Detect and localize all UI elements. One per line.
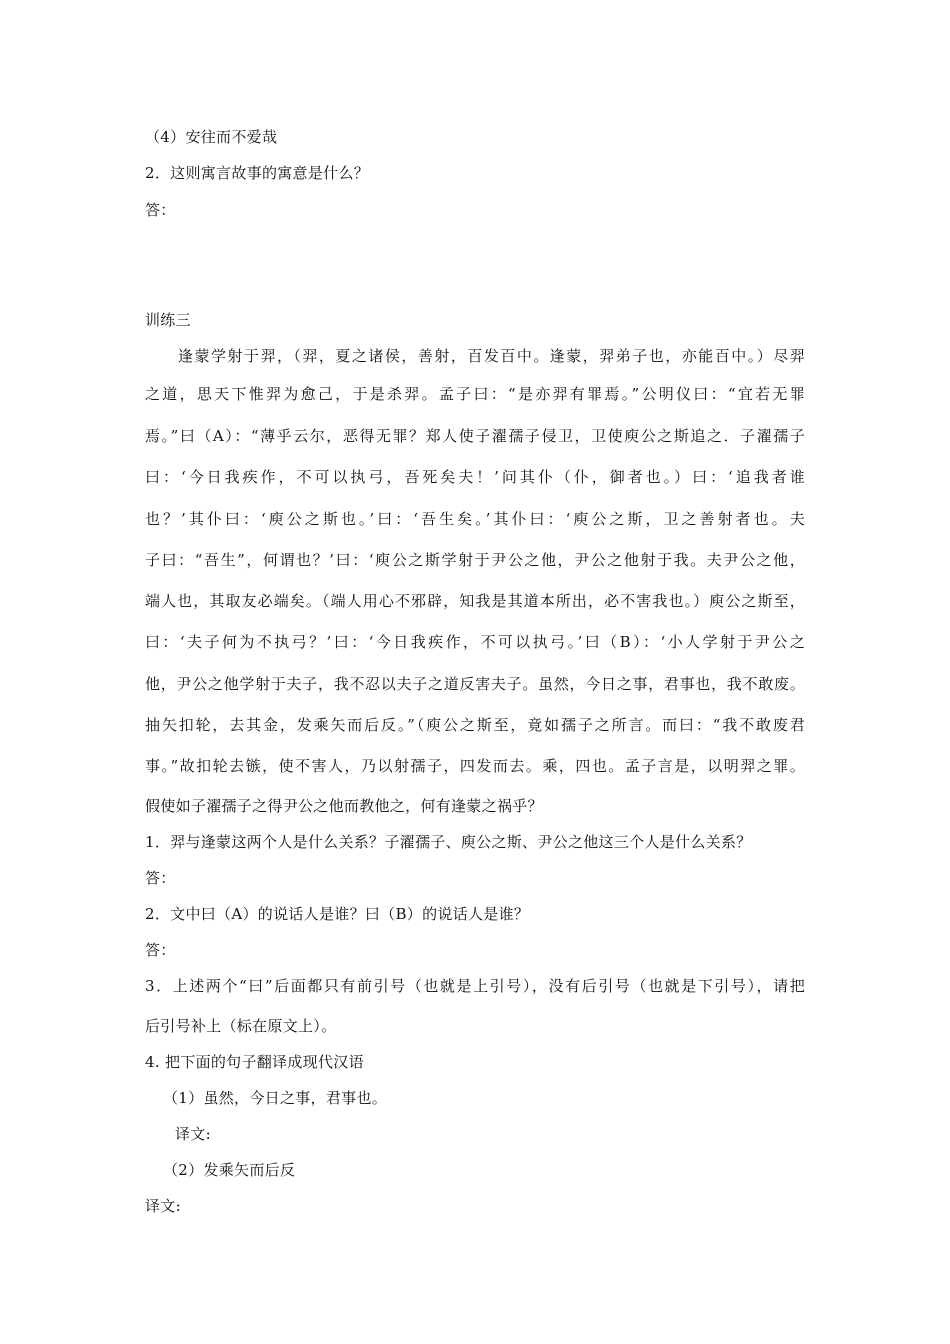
passage-line: 曰：‘今日我疾作，不可以执弓，吾死矣夫！’问其仆（仆，御者也。）曰：‘追我者谁 bbox=[145, 468, 805, 486]
passage-line: 曰：‘夫子何为不执弓？’曰：‘今日我疾作，不可以执弓。’曰（B）：‘小人学射于尹公之 bbox=[145, 633, 805, 651]
passage-line: 端人也，其取友必端矣。（端人用心不邪辟，知我是其道本所出，必不害我也。）庾公之斯至， bbox=[145, 592, 805, 610]
question-3-line-2: 后引号补上（标在原文上）。 bbox=[145, 1017, 337, 1035]
prev-question-2: 2．这则寓言故事的寓意是什么？ bbox=[145, 164, 370, 182]
prev-answer-label: 答： bbox=[145, 201, 176, 219]
sub-question-2-translation-label: 译文: bbox=[145, 1197, 181, 1215]
passage-line: 子曰：“吾生”，何谓也？’曰：‘庾公之斯学射于尹公之他，尹公之他射于我。夫尹公之他， bbox=[145, 551, 805, 569]
sub-question-1-translation-label: 译文: bbox=[175, 1125, 211, 1143]
sub-question-2: （2）发乘矢而后反 bbox=[163, 1161, 296, 1179]
question-2: 2．文中曰（A）的说话人是谁？曰（B）的说话人是谁？ bbox=[145, 905, 530, 923]
passage-line: 抽矢扣轮，去其金，发乘矢而后反。”（庾公之斯至，竟如孺子之所言。而曰：“我不敢废君 bbox=[145, 716, 805, 734]
question-3-line-1: 3．上述两个“曰”后面都只有前引号（也就是上引号），没有后引号（也就是下引号），请把 bbox=[145, 977, 805, 995]
passage-line: 之道，思天下惟羿为愈己，于是杀羿。孟子曰：“是亦羿有罪焉。”公明仪曰：“宜若无罪 bbox=[145, 385, 805, 403]
passage-line: 也？’其仆曰：‘庾公之斯也。’曰：‘吾生矣。’其仆曰：‘庾公之斯，卫之善射者也。夫 bbox=[145, 510, 805, 528]
question-1: 1．羿与逢蒙这两个人是什么关系？子濯孺子、庾公之斯、尹公之他这三个人是什么关系？ bbox=[145, 833, 752, 851]
answer-2-label: 答： bbox=[145, 941, 176, 959]
section-title: 训练三 bbox=[145, 311, 191, 329]
prev-item-4: （4）安往而不爱哉 bbox=[145, 128, 278, 146]
question-4: 4. 把下面的句子翻译成现代汉语 bbox=[145, 1053, 364, 1071]
passage-line: 假使如子濯孺子之得尹公之他而教他之，何有逢蒙之祸乎？ bbox=[145, 797, 543, 815]
passage-line: 逢蒙学射于羿，（羿，夏之诸侯，善射，百发百中。逢蒙，羿弟子也，亦能百中。）尽羿 bbox=[145, 347, 805, 365]
passage-line: 他，尹公之他学射于夫子，我不忍以夫子之道反害夫子。虽然，今日之事，君事也，我不敢废。 bbox=[145, 675, 805, 693]
passage-line: 焉。”曰（A）：“薄乎云尔，恶得无罪？郑人使子濯孺子侵卫，卫使庾公之斯追之．子濯孺子 bbox=[145, 427, 805, 445]
answer-1-label: 答： bbox=[145, 869, 176, 887]
sub-question-1: （1）虽然，今日之事，君事也。 bbox=[163, 1089, 388, 1107]
passage-line: 事。”故扣轮去镞，使不害人，乃以射孺子，四发而去。乘，四也。孟子言是，以明羿之罪。 bbox=[145, 757, 805, 775]
